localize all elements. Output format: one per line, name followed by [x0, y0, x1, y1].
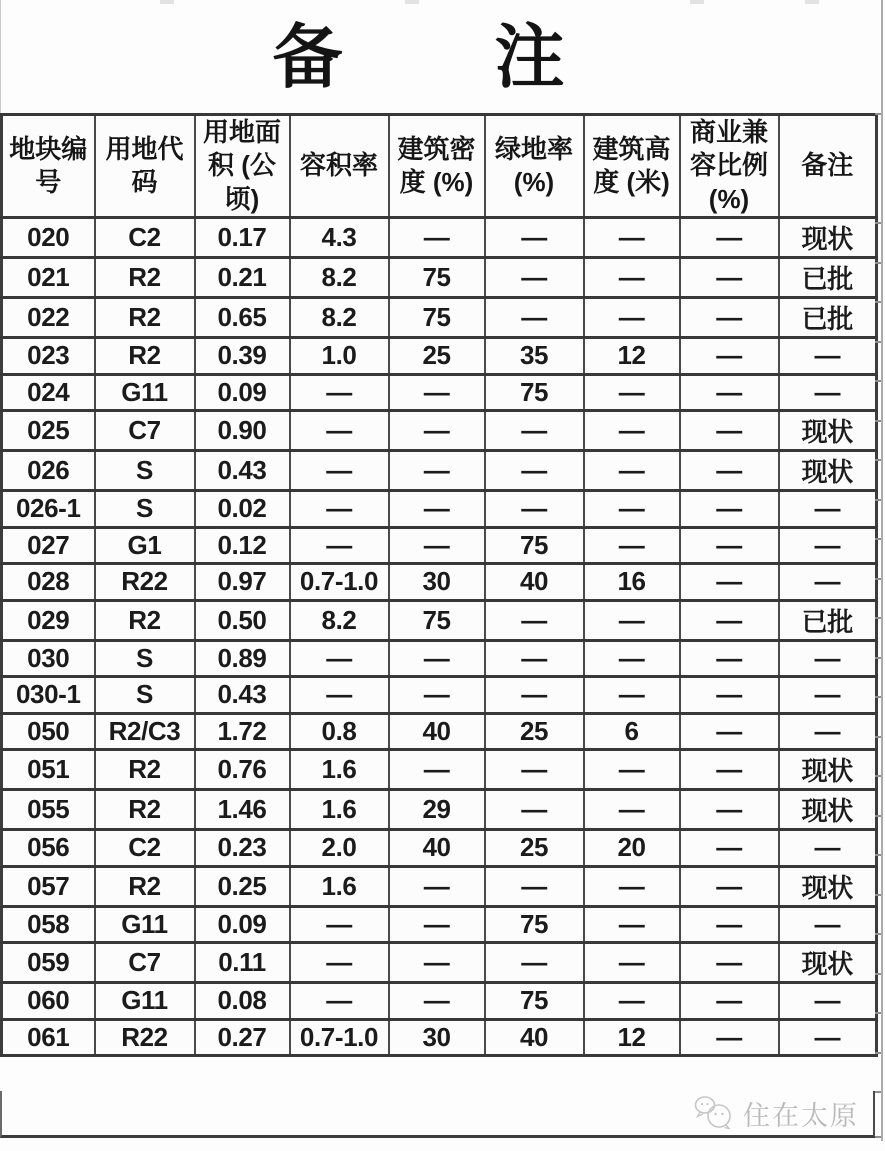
cell-remark: 已批 — [779, 600, 877, 640]
cell-far: 1.6 — [290, 866, 389, 906]
cell-remark: — — [779, 906, 877, 943]
cell-building-density: — — [389, 983, 485, 1020]
column-header-plot-id: 地块编号 — [2, 115, 95, 218]
cell-land-use-code: R2 — [95, 298, 195, 338]
cell-building-density: — — [389, 906, 485, 943]
table-row — [2, 750, 877, 790]
cell-area: 1.46 — [195, 790, 290, 830]
cell-building-density: — — [389, 677, 485, 714]
cell-area: 0.17 — [195, 218, 290, 258]
cell-commercial-ratio: — — [680, 790, 779, 830]
cell-building-density: 75 — [389, 600, 485, 640]
cell-remark: 现状 — [779, 451, 877, 491]
cell-plot-id: 051 — [2, 750, 95, 790]
cell-green-ratio: 35 — [485, 338, 584, 375]
cell-plot-id: 022 — [2, 298, 95, 338]
table-row — [2, 491, 877, 528]
table-row — [2, 713, 877, 750]
cell-building-height: — — [584, 451, 680, 491]
cell-far: 8.2 — [290, 600, 389, 640]
column-header-commercial-ratio: 商业兼容比例 (%) — [680, 115, 779, 218]
cell-plot-id: 030-1 — [2, 677, 95, 714]
title-char: 注 — [494, 17, 565, 96]
cell-commercial-ratio: — — [680, 830, 779, 867]
cell-land-use-code: G11 — [95, 906, 195, 943]
cell-commercial-ratio: — — [680, 491, 779, 528]
cell-plot-id: 061 — [2, 1019, 95, 1056]
table-row — [2, 943, 877, 983]
watermark — [693, 1094, 859, 1133]
crop-artifact-stub — [875, 538, 881, 540]
cell-area: 0.50 — [195, 600, 290, 640]
cell-area: 0.43 — [195, 677, 290, 714]
cell-remark: — — [779, 640, 877, 677]
cell-building-density: 75 — [389, 258, 485, 298]
crop-artifact-stub — [875, 459, 881, 461]
cell-land-use-code: R2 — [95, 338, 195, 375]
cell-land-use-code: S — [95, 491, 195, 528]
cell-commercial-ratio: — — [680, 1019, 779, 1056]
cell-plot-id: 050 — [2, 713, 95, 750]
cell-land-use-code: G1 — [95, 527, 195, 564]
crop-artifact-stub — [875, 1012, 881, 1014]
cell-commercial-ratio: — — [680, 374, 779, 411]
cell-plot-id: 026-1 — [2, 491, 95, 528]
cell-building-height: — — [584, 677, 680, 714]
cell-area: 1.72 — [195, 713, 290, 750]
cell-area: 0.02 — [195, 491, 290, 528]
cell-area: 0.43 — [195, 451, 290, 491]
cell-commercial-ratio: — — [680, 713, 779, 750]
cell-building-height: — — [584, 943, 680, 983]
cell-land-use-code: R2 — [95, 790, 195, 830]
cell-green-ratio: — — [485, 790, 584, 830]
land-plot-table — [0, 113, 878, 1057]
title-char: 备 — [272, 17, 343, 96]
crop-artifact-stub — [875, 775, 881, 777]
cell-green-ratio: 25 — [485, 713, 584, 750]
cell-commercial-ratio: — — [680, 906, 779, 943]
cell-green-ratio: — — [485, 411, 584, 451]
cell-building-height: — — [584, 906, 680, 943]
cell-green-ratio: 75 — [485, 374, 584, 411]
cell-commercial-ratio: — — [680, 338, 779, 375]
cell-building-density: — — [389, 411, 485, 451]
table-row — [2, 564, 877, 601]
cell-building-density: — — [389, 750, 485, 790]
cell-commercial-ratio: — — [680, 677, 779, 714]
table-row — [2, 451, 877, 491]
cell-green-ratio: — — [485, 640, 584, 677]
cell-area: 0.11 — [195, 943, 290, 983]
cell-building-height: — — [584, 527, 680, 564]
cell-area: 0.97 — [195, 564, 290, 601]
cell-far: 1.6 — [290, 790, 389, 830]
cell-far: — — [290, 640, 389, 677]
cell-remark: — — [779, 830, 877, 867]
cell-building-density: 40 — [389, 830, 485, 867]
cell-commercial-ratio: — — [680, 258, 779, 298]
cell-building-height: — — [584, 218, 680, 258]
table-body — [2, 218, 877, 1056]
cell-land-use-code: R2 — [95, 750, 195, 790]
cell-building-height: — — [584, 640, 680, 677]
crop-artifact-stub — [875, 222, 881, 224]
cell-area: 0.65 — [195, 298, 290, 338]
crop-artifact-stub — [875, 301, 881, 303]
cell-green-ratio: — — [485, 677, 584, 714]
cell-building-height: — — [584, 983, 680, 1020]
cell-plot-id: 020 — [2, 218, 95, 258]
table-row — [2, 830, 877, 867]
cell-far: 0.7-1.0 — [290, 564, 389, 601]
cell-land-use-code: R2 — [95, 866, 195, 906]
table-row — [2, 906, 877, 943]
table-footer — [0, 1091, 875, 1138]
cell-plot-id: 030 — [2, 640, 95, 677]
cell-building-height: — — [584, 866, 680, 906]
table-row — [2, 1019, 877, 1056]
cell-land-use-code: R2 — [95, 258, 195, 298]
cell-building-density: 40 — [389, 713, 485, 750]
page-title — [0, 0, 856, 113]
cell-plot-id: 055 — [2, 790, 95, 830]
cell-remark: — — [779, 338, 877, 375]
crop-artifact-stub — [875, 617, 881, 619]
cell-building-density: — — [389, 374, 485, 411]
cell-plot-id: 023 — [2, 338, 95, 375]
cell-land-use-code: R22 — [95, 564, 195, 601]
table-row — [2, 640, 877, 677]
cell-far: 2.0 — [290, 830, 389, 867]
cell-building-height: 12 — [584, 1019, 680, 1056]
cell-remark: 现状 — [779, 411, 877, 451]
cell-land-use-code: G11 — [95, 983, 195, 1020]
cell-land-use-code: C2 — [95, 218, 195, 258]
cell-remark: 已批 — [779, 298, 877, 338]
table-row — [2, 983, 877, 1020]
cell-far: 4.3 — [290, 218, 389, 258]
column-header-remark: 备注 — [779, 115, 877, 218]
cell-remark: — — [779, 564, 877, 601]
cell-area: 0.39 — [195, 338, 290, 375]
cell-building-height: — — [584, 750, 680, 790]
cell-land-use-code: R22 — [95, 1019, 195, 1056]
cell-green-ratio: 25 — [485, 830, 584, 867]
cell-land-use-code: S — [95, 640, 195, 677]
cell-area: 0.12 — [195, 527, 290, 564]
cell-area: 0.09 — [195, 374, 290, 411]
table-row — [2, 298, 877, 338]
cell-green-ratio: 40 — [485, 1019, 584, 1056]
cell-commercial-ratio: — — [680, 983, 779, 1020]
cell-commercial-ratio: — — [680, 866, 779, 906]
cell-plot-id: 058 — [2, 906, 95, 943]
crop-artifact-stub — [875, 578, 881, 580]
watermark-text: 住在太原 — [743, 1100, 859, 1131]
cell-building-height: — — [584, 374, 680, 411]
cell-commercial-ratio: — — [680, 600, 779, 640]
cell-remark: 现状 — [779, 750, 877, 790]
cell-remark: 现状 — [779, 866, 877, 906]
crop-artifact-stub — [875, 973, 881, 975]
table-row — [2, 338, 877, 375]
cell-building-density: 29 — [389, 790, 485, 830]
crop-artifact-stub — [875, 262, 881, 264]
crop-artifact-stub — [875, 341, 881, 343]
crop-gutter — [875, 0, 885, 1141]
cell-green-ratio: — — [485, 218, 584, 258]
table-row — [2, 218, 877, 258]
cell-land-use-code: C7 — [95, 943, 195, 983]
cell-building-height: 12 — [584, 338, 680, 375]
cell-building-height: 16 — [584, 564, 680, 601]
cell-building-density: — — [389, 491, 485, 528]
cell-far: 8.2 — [290, 298, 389, 338]
crop-artifact-stub — [875, 113, 881, 115]
crop-artifact-stub — [875, 1091, 881, 1093]
cell-far: — — [290, 451, 389, 491]
cell-building-height: — — [584, 258, 680, 298]
cell-green-ratio: 75 — [485, 983, 584, 1020]
cell-plot-id: 060 — [2, 983, 95, 1020]
crop-edge-line-right — [881, 0, 883, 1141]
cell-area: 0.89 — [195, 640, 290, 677]
cell-building-density: — — [389, 640, 485, 677]
cell-area: 0.25 — [195, 866, 290, 906]
crop-artifact-stub — [875, 696, 881, 698]
cell-plot-id: 057 — [2, 866, 95, 906]
cell-remark: — — [779, 677, 877, 714]
cell-building-density: — — [389, 451, 485, 491]
crop-artifact-stub — [875, 736, 881, 738]
cell-green-ratio: 40 — [485, 564, 584, 601]
cell-commercial-ratio: — — [680, 298, 779, 338]
cell-far: — — [290, 411, 389, 451]
cell-plot-id: 027 — [2, 527, 95, 564]
cell-far: 0.7-1.0 — [290, 1019, 389, 1056]
header-row — [2, 115, 877, 218]
cell-far: — — [290, 491, 389, 528]
cell-commercial-ratio: — — [680, 943, 779, 983]
cell-remark: — — [779, 1019, 877, 1056]
column-header-far: 容积率 — [290, 115, 389, 218]
cell-land-use-code: R2/C3 — [95, 713, 195, 750]
cell-far: 1.0 — [290, 338, 389, 375]
cell-area: 0.76 — [195, 750, 290, 790]
cell-building-height: — — [584, 790, 680, 830]
cell-building-height: — — [584, 491, 680, 528]
crop-artifact-stub — [875, 854, 881, 856]
cell-remark: 现状 — [779, 943, 877, 983]
table-row — [2, 258, 877, 298]
cell-building-height: — — [584, 600, 680, 640]
cell-building-height: 6 — [584, 713, 680, 750]
cell-far: — — [290, 983, 389, 1020]
cell-remark: — — [779, 491, 877, 528]
cell-green-ratio: — — [485, 943, 584, 983]
crop-artifact-stub — [875, 420, 881, 422]
cell-green-ratio: — — [485, 600, 584, 640]
cell-area: 0.90 — [195, 411, 290, 451]
cell-land-use-code: G11 — [95, 374, 195, 411]
table-row — [2, 790, 877, 830]
cell-plot-id: 026 — [2, 451, 95, 491]
table-row — [2, 600, 877, 640]
cell-building-height: 20 — [584, 830, 680, 867]
cell-remark: — — [779, 983, 877, 1020]
crop-artifact-stub — [875, 894, 881, 896]
cell-green-ratio: — — [485, 451, 584, 491]
table-row — [2, 677, 877, 714]
cell-area: 0.21 — [195, 258, 290, 298]
column-header-green-ratio: 绿地率 (%) — [485, 115, 584, 218]
cell-remark: 现状 — [779, 218, 877, 258]
cell-land-use-code: R2 — [95, 600, 195, 640]
cell-green-ratio: — — [485, 750, 584, 790]
cell-commercial-ratio: — — [680, 218, 779, 258]
crop-artifact-stub — [875, 380, 881, 382]
cell-far: — — [290, 527, 389, 564]
cell-far: 0.8 — [290, 713, 389, 750]
cell-commercial-ratio: — — [680, 750, 779, 790]
cell-plot-id: 021 — [2, 258, 95, 298]
column-header-area: 用地面积 (公顷) — [195, 115, 290, 218]
cell-green-ratio: — — [485, 298, 584, 338]
cell-remark: — — [779, 713, 877, 750]
crop-artifact-stub — [875, 1052, 881, 1054]
cell-far: — — [290, 677, 389, 714]
cell-far: — — [290, 374, 389, 411]
cell-building-density: 75 — [389, 298, 485, 338]
cell-plot-id: 028 — [2, 564, 95, 601]
table-row — [2, 527, 877, 564]
cell-green-ratio: 75 — [485, 906, 584, 943]
cell-green-ratio: — — [485, 866, 584, 906]
cell-commercial-ratio: — — [680, 564, 779, 601]
cell-plot-id: 029 — [2, 600, 95, 640]
cell-plot-id: 059 — [2, 943, 95, 983]
cell-far: 1.6 — [290, 750, 389, 790]
cell-building-density: 30 — [389, 564, 485, 601]
cell-commercial-ratio: — — [680, 527, 779, 564]
crop-artifact-stub — [875, 933, 881, 935]
cell-building-density: 25 — [389, 338, 485, 375]
cell-green-ratio: 75 — [485, 527, 584, 564]
cell-remark: 现状 — [779, 790, 877, 830]
cell-building-density: — — [389, 943, 485, 983]
cell-remark: — — [779, 527, 877, 564]
cell-green-ratio: — — [485, 491, 584, 528]
cell-land-use-code: C2 — [95, 830, 195, 867]
cell-far: 8.2 — [290, 258, 389, 298]
cell-building-height: — — [584, 411, 680, 451]
cell-far: — — [290, 906, 389, 943]
cell-green-ratio: — — [485, 258, 584, 298]
cell-building-density: 30 — [389, 1019, 485, 1056]
cell-building-density: — — [389, 527, 485, 564]
cell-land-use-code: S — [95, 451, 195, 491]
cell-commercial-ratio: — — [680, 451, 779, 491]
cell-far: — — [290, 943, 389, 983]
cell-remark: — — [779, 374, 877, 411]
crop-artifact-stub — [875, 815, 881, 817]
cell-building-density: — — [389, 218, 485, 258]
table-row — [2, 866, 877, 906]
cell-area: 0.23 — [195, 830, 290, 867]
table-row — [2, 411, 877, 451]
column-header-building-height: 建筑高度 (米) — [584, 115, 680, 218]
cell-plot-id: 024 — [2, 374, 95, 411]
cell-commercial-ratio: — — [680, 411, 779, 451]
column-header-building-density: 建筑密度 (%) — [389, 115, 485, 218]
cell-building-density: — — [389, 866, 485, 906]
table-row — [2, 374, 877, 411]
cell-plot-id: 056 — [2, 830, 95, 867]
cell-land-use-code: C7 — [95, 411, 195, 451]
crop-artifact-stub — [875, 1136, 881, 1138]
cell-remark: 已批 — [779, 258, 877, 298]
cell-area: 0.27 — [195, 1019, 290, 1056]
crop-artifact-stub — [875, 499, 881, 501]
cell-land-use-code: S — [95, 677, 195, 714]
cell-commercial-ratio: — — [680, 640, 779, 677]
cell-building-height: — — [584, 298, 680, 338]
cell-area: 0.09 — [195, 906, 290, 943]
column-header-land-use-code: 用地代码 — [95, 115, 195, 218]
cell-area: 0.08 — [195, 983, 290, 1020]
cell-plot-id: 025 — [2, 411, 95, 451]
chat-bubbles-logo-icon — [693, 1095, 735, 1131]
crop-artifact-stub — [875, 657, 881, 659]
